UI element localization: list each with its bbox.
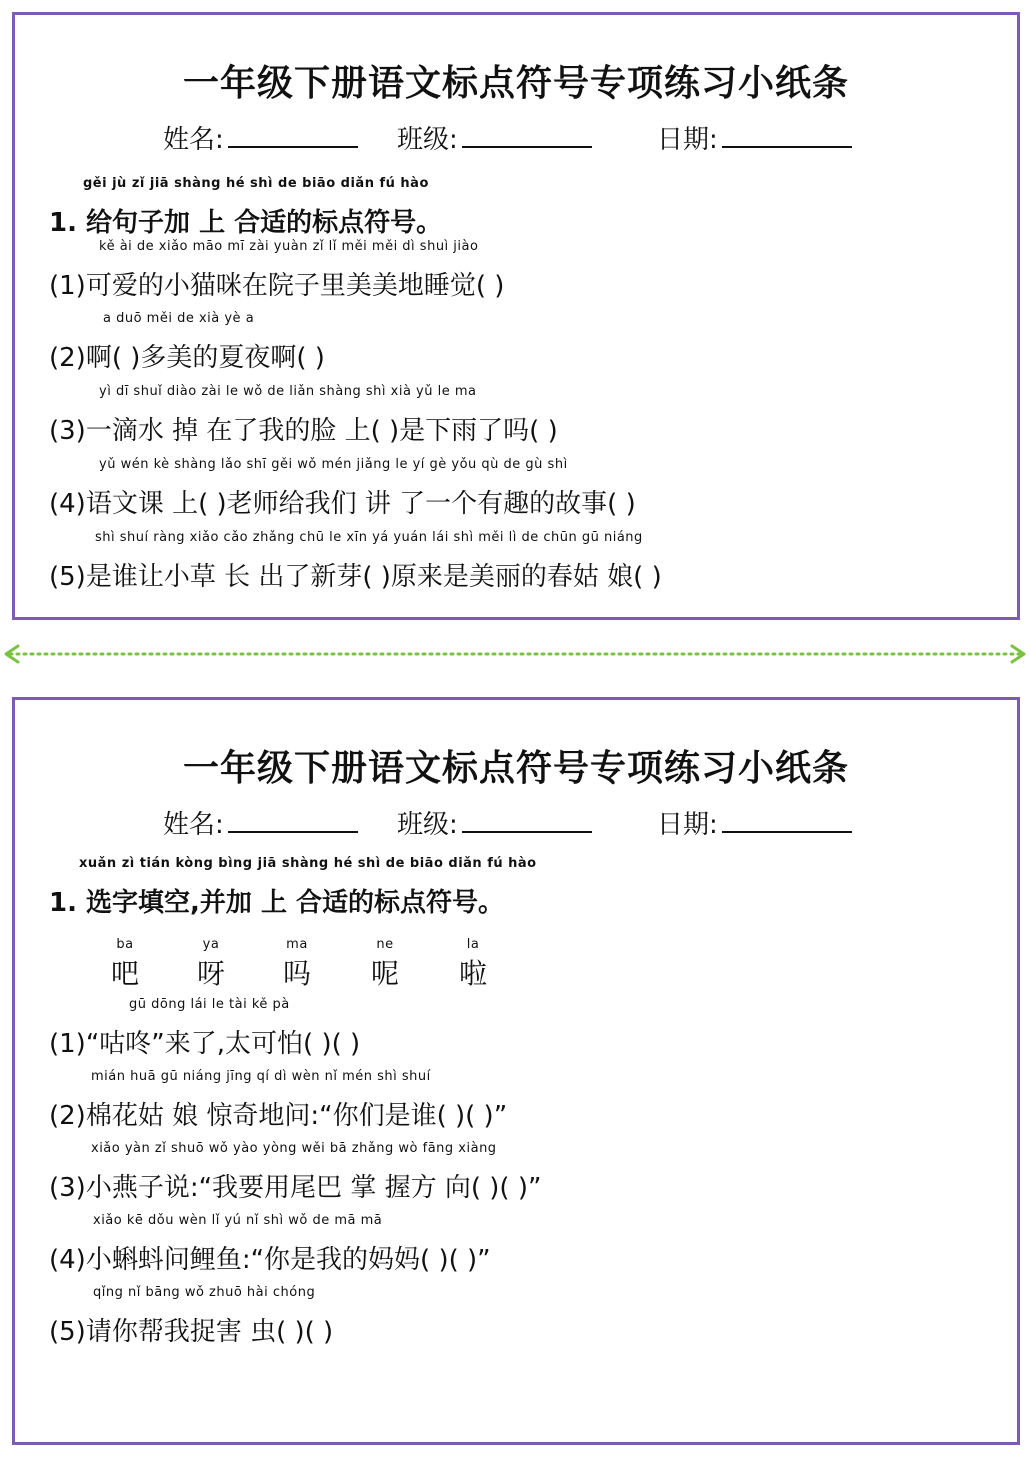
word-char: 啦 [458,957,487,990]
item-text: (4)语文课 上( )老师给我们 讲 了一个有趣的故事( ) [49,489,636,519]
item-pinyin: mián huā gū niáng jīng qí dì wèn nǐ mén shì shuí [91,1069,431,1084]
class-field [397,804,592,841]
name-label: 姓名: [163,810,224,840]
question-heading [49,176,443,239]
sheet-title: 一年级下册语文标点符号专项练习小纸条 [182,63,849,104]
exercise-item [49,1285,334,1348]
word-option [181,937,241,992]
item-pinyin: a duō měi de xià yè a [103,311,255,326]
question-heading [49,856,537,919]
practice-slip-1 [12,12,1020,620]
name-blank[interactable] [228,124,358,148]
word-pinyin: ya [202,937,220,952]
item-text: (5)请你帮我捉害 虫( )( ) [49,1317,334,1347]
date-label: 日期: [657,125,718,155]
question-pinyin: xuǎn zì tián kòng bìng jiā shàng hé shì de biāo diǎn fú hào [79,856,537,871]
exercise-item [49,457,636,520]
item-text: (4)小蝌蚪问鲤鱼:“你是我的妈妈( )( )” [49,1245,491,1275]
word-pinyin: ne [376,937,394,952]
word-char: 呢 [370,957,399,990]
class-blank[interactable] [462,124,592,148]
date-field [657,119,852,156]
word-pinyin: la [466,937,480,952]
exercise-item [49,384,558,447]
class-blank[interactable] [462,809,592,833]
item-text: (2)棉花姑 娘 惊奇地问:“你们是谁( )( )” [49,1101,508,1131]
word-char: 呀 [196,957,225,990]
word-option [267,937,327,992]
item-pinyin: gū dōng lái le tài kě pà [129,997,290,1012]
exercise-item [49,1069,508,1132]
item-text: (3)小燕子说:“我要用尾巴 掌 握方 向( )( )” [49,1173,542,1203]
word-option [355,937,415,992]
exercise-item [49,1141,542,1204]
name-field [163,119,358,156]
date-blank[interactable] [722,124,852,148]
word-char: 吧 [110,957,139,990]
class-field [397,119,592,156]
cut-line-divider [0,642,1030,666]
item-text: (1)“咕咚”来了,太可怕( )( ) [49,1029,361,1059]
exercise-item [49,530,662,593]
exercise-item [49,239,505,302]
exercise-item [49,997,361,1060]
item-text: (3)一滴水 掉 在了我的脸 上( )是下雨了吗( ) [49,416,558,446]
word-pinyin: ba [116,937,134,952]
word-option [95,937,155,992]
item-pinyin: qǐng nǐ bāng wǒ zhuō hài chóng [93,1285,316,1300]
word-char: 吗 [282,957,311,990]
item-pinyin: xiǎo yàn zǐ shuō wǒ yào yòng wěi bā zhǎng wò fāng xiàng [91,1141,497,1156]
class-label: 班级: [397,125,458,155]
name-label: 姓名: [163,125,224,155]
date-field [657,804,852,841]
sheet-title: 一年级下册语文标点符号专项练习小纸条 [182,748,849,789]
question-text: 1. 选字填空,并加 上 合适的标点符号。 [49,888,505,918]
item-text: (5)是谁让小草 长 出了新芽( )原来是美丽的春姑 娘( ) [49,562,662,592]
question-pinyin: gěi jù zǐ jiā shàng hé shì de biāo diǎn fú hào [83,176,429,191]
item-pinyin: kě ài de xiǎo māo mī zài yuàn zǐ lǐ měi měi dì shuì jiào [99,239,479,254]
class-label: 班级: [397,810,458,840]
item-pinyin: shì shuí ràng xiǎo cǎo zhǎng chū le xīn yá yuán lái shì měi lì de chūn gū niáng [95,530,643,545]
item-pinyin: yì dī shuǐ diào zài le wǒ de liǎn shàng shì xià yǔ le ma [99,384,477,399]
practice-slip-2 [12,697,1020,1445]
date-label: 日期: [657,810,718,840]
word-pinyin: ma [286,937,308,952]
item-text: (1)可爱的小猫咪在院子里美美地睡觉( ) [49,271,505,301]
item-pinyin: xiǎo kē dǒu wèn lǐ yú nǐ shì wǒ de mā mā [93,1213,383,1228]
date-blank[interactable] [722,809,852,833]
name-field [163,804,358,841]
exercise-item [49,311,325,374]
item-pinyin: yǔ wén kè shàng lǎo shī gěi wǒ mén jiǎng le yí gè yǒu qù de gù shì [99,457,568,472]
question-text: 1. 给句子加 上 合适的标点符号。 [49,208,443,238]
exercise-item [49,1213,491,1276]
item-text: (2)啊( )多美的夏夜啊( ) [49,343,325,373]
word-option [443,937,503,992]
name-blank[interactable] [228,809,358,833]
